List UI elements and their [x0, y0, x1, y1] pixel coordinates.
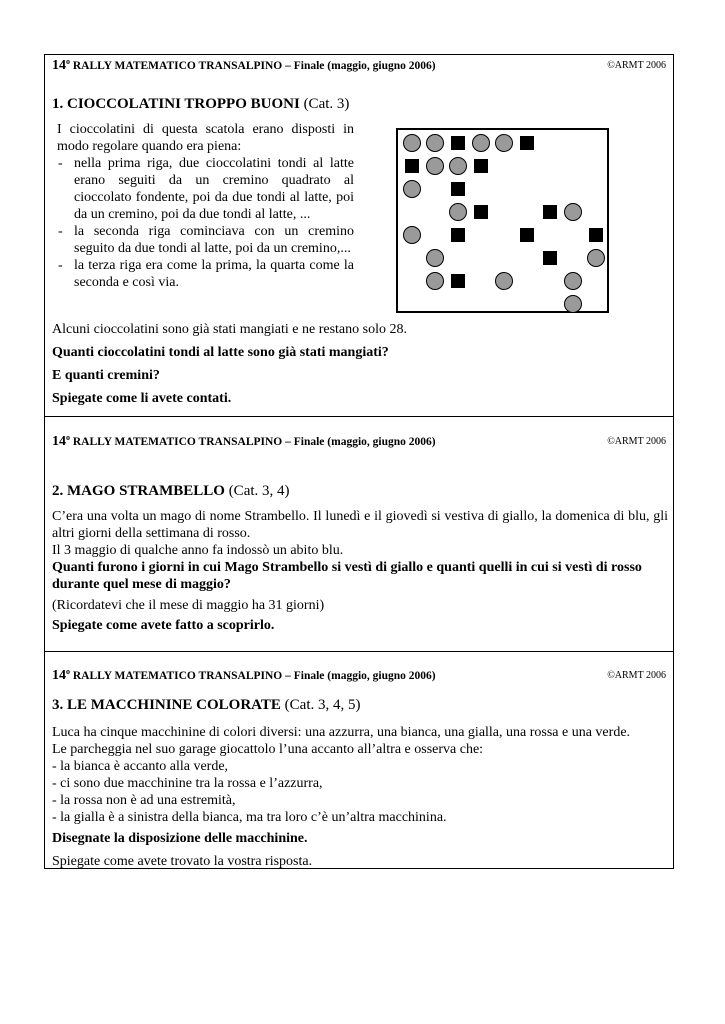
problem2-explain: Spiegate come avete fatto a scoprirlo. [52, 618, 275, 633]
milk-chocolate-round [472, 134, 490, 152]
dark-cremino-square [520, 228, 534, 242]
problem3-title: 3. LE MACCHININE COLORATE (Cat. 3, 4, 5) [52, 697, 361, 713]
problem1-remaining: Alcuni cioccolatini sono già stati mangiati e ne restano solo 28. [52, 322, 407, 337]
milk-chocolate-round [403, 134, 421, 152]
list-item: - la seconda riga cominciava con un cremino seguito da due tondi al latte, poi da un cremino,... [57, 223, 354, 257]
problem3-line1: Luca ha cinque macchinine di colori diversi: una azzurra, una bianca, una gialla, una rossa e una verde. [52, 725, 631, 740]
milk-chocolate-round [587, 249, 605, 267]
problem3-line2: Le parcheggia nel suo garage giocattolo l’una accanto all’altra e osserva che: [52, 742, 484, 757]
list-item: - la terza riga era come la prima, la quarta come la seconda e così via. [57, 257, 354, 291]
problem3-clue: - la bianca è accanto alla verde, [52, 759, 229, 774]
problem2-story: C’era una volta un mago di nome Strambello. Il lunedì e il giovedì si vestiva di giallo, la domenica di blu, gli altri giorni della settimana di rosso. [52, 509, 668, 541]
milk-chocolate-round [426, 272, 444, 290]
milk-chocolate-round [564, 203, 582, 221]
problem1-question-2: E quanti cremini? [52, 368, 160, 383]
page-header: 14$^o$ RALLY MATEMATICO TRANSALPINO – Finale (maggio, giugno 2006) ©ARMT 2006 [52, 433, 666, 449]
milk-chocolate-round [403, 226, 421, 244]
problem1-rules [57, 155, 354, 291]
problem3-clue: - ci sono due macchinine tra la rossa e l’azzurra, [52, 776, 323, 791]
dark-cremino-square [543, 251, 557, 265]
milk-chocolate-round [426, 157, 444, 175]
copyright: ©ARMT 2006 [607, 436, 666, 447]
dark-cremino-square [451, 274, 465, 288]
problem2-note: (Ricordatevi che il mese di maggio ha 31 giorni) [52, 598, 325, 613]
problem2-title: 2. MAGO STRAMBELLO (Cat. 3, 4) [52, 483, 290, 499]
problem1-question-3: Spiegate come li avete contati. [52, 391, 232, 406]
milk-chocolate-round [403, 180, 421, 198]
problem3-clue: - la gialla è a sinistra della bianca, ma tra loro c’è un’altra macchinina. [52, 810, 447, 825]
problem3-clue: - la rossa non è ad una estremità, [52, 793, 236, 808]
milk-chocolate-round [495, 134, 513, 152]
milk-chocolate-round [449, 203, 467, 221]
dark-cremino-square [405, 159, 419, 173]
milk-chocolate-round [564, 272, 582, 290]
milk-chocolate-round [495, 272, 513, 290]
page-header: 14$^o$ RALLY MATEMATICO TRANSALPINO – Finale (maggio, giugno 2006) ©ARMT 2006 [52, 667, 666, 683]
dark-cremino-square [474, 205, 488, 219]
milk-chocolate-round [426, 249, 444, 267]
milk-chocolate-round [426, 134, 444, 152]
problem1-question-1: Quanti cioccolatini tondi al latte sono già stati mangiati? [52, 345, 389, 360]
dark-cremino-square [451, 182, 465, 196]
page-header: 14$^o$ RALLY MATEMATICO TRANSALPINO – Finale (maggio, giugno 2006) ©ARMT 2006 [52, 57, 666, 73]
milk-chocolate-round [564, 295, 582, 313]
milk-chocolate-round [449, 157, 467, 175]
problem1-title: 1. CIOCCOLATINI TROPPO BUONI (Cat. 3) [52, 96, 350, 112]
copyright: ©ARMT 2006 [607, 670, 666, 681]
dark-cremino-square [589, 228, 603, 242]
problem2-question: Quanti furono i giorni in cui Mago Strambello si vestì di giallo e quanti quelli in cui si vestì di rosso durante quel mese di maggio? [52, 560, 642, 592]
chocolate-box [396, 128, 609, 313]
dark-cremino-square [474, 159, 488, 173]
dark-cremino-square [520, 136, 534, 150]
section-divider [44, 651, 674, 652]
dark-cremino-square [543, 205, 557, 219]
copyright: ©ARMT 2006 [607, 60, 666, 71]
problem3-task: Disegnate la disposizione delle macchinine. [52, 831, 308, 846]
problem1-intro: I cioccolatini di questa scatola erano disposti in modo regolare quando era piena: [57, 122, 354, 154]
problem2-fact: Il 3 maggio di qualche anno fa indossò un abito blu. [52, 543, 344, 558]
section-divider [44, 416, 674, 417]
list-item: - nella prima riga, due cioccolatini tondi al latte erano seguiti da un cremino quadrato al cioccolato fondente, poi da due tondi al latte, poi da un cremino, poi da due tondi al latte, ... [57, 155, 354, 223]
problem3-explain: Spiegate come avete trovato la vostra risposta. [52, 854, 313, 869]
dark-cremino-square [451, 136, 465, 150]
dark-cremino-square [451, 228, 465, 242]
